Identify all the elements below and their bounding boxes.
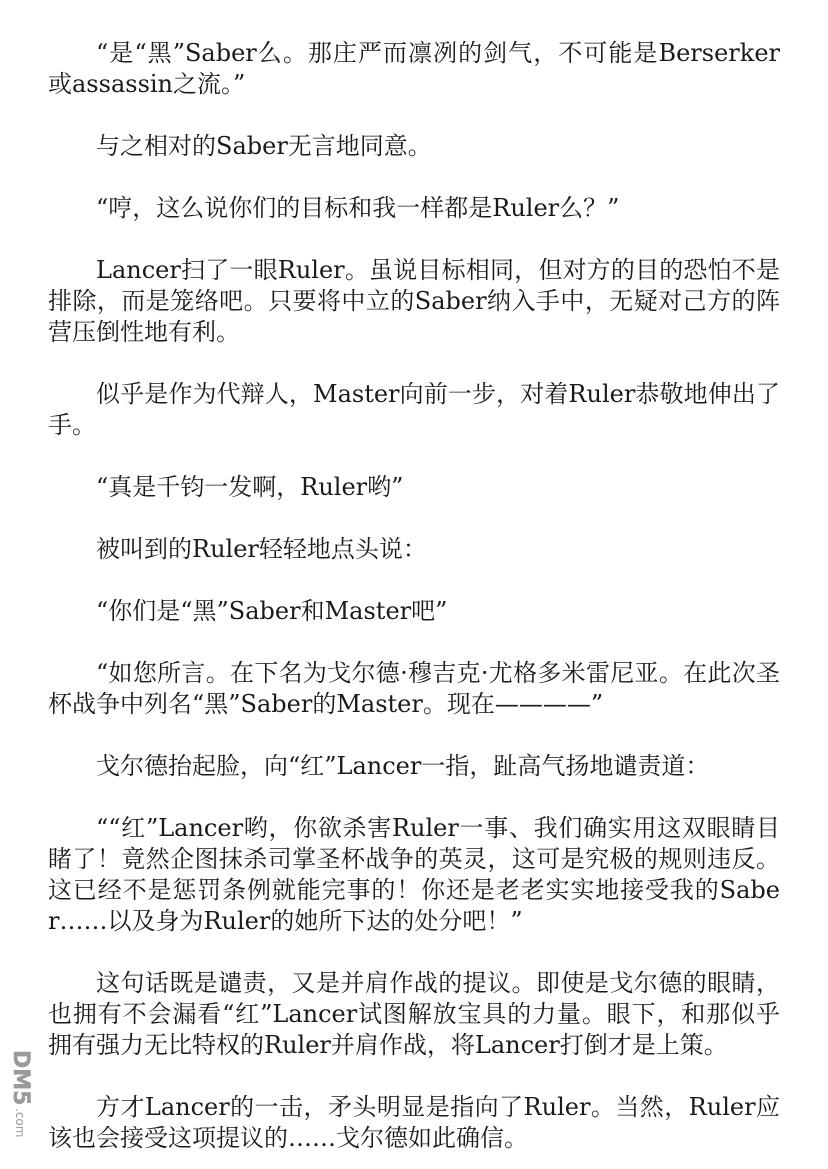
paragraph-10: 戈尔德抬起脸，向“红”Lancer一指，趾高气扬地谴责道： [96, 752, 710, 780]
paragraph-13: 方才Lancer的一击，矛头明显是指向了Ruler。当然，Ruler应该也会接受这项提议的……戈尔德如此确信。 [48, 1093, 780, 1152]
paragraph-1: “是“黑”Saber么。那庄严而凛冽的剑气，不可能是Berserker或assassin之流。” [48, 39, 780, 98]
svg-text:DM5: DM5 [8, 1050, 33, 1106]
paragraph-12: 这句话既是谴责，又是并肩作战的提议。即使是戈尔德的眼睛，也拥有不会漏看“红”Lancer试图解放宝具的力量。眼下，和那似乎拥有强力无比特权的Ruler并肩作战，将Lancer打倒才是上策。 [48, 969, 780, 1059]
paragraph-4: Lancer扫了一眼Ruler。虽说目标相同，但对方的目的恐怕不是排除，而是笼络吧。只要将中立的Saber纳入手中，无疑对己方的阵营压倒性地有利。 [48, 256, 780, 346]
paragraph-9: “如您所言。在下名为戈尔德·穆吉克·尤格多米雷尼亚。在此次圣杯战争中列名“黑”Saber的Master。现在————” [48, 659, 780, 718]
paragraph-7: 被叫到的Ruler轻轻地点头说： [96, 535, 427, 563]
paragraph-2: 与之相对的Saber无言地同意。 [96, 132, 432, 160]
body-text [48, 38, 780, 1154]
paragraph-3: “哼，这么说你们的目标和我一样都是Ruler么？” [96, 194, 620, 222]
site-watermark-logo [6, 1048, 40, 1160]
svg-text:.com: .com [13, 1108, 27, 1138]
paragraph-8: “你们是“黑”Saber和Master吧” [96, 597, 448, 625]
paragraph-5: 似乎是作为代辩人，Master向前一步，对着Ruler恭敬地伸出了手。 [48, 380, 780, 439]
paragraph-11: ““红”Lancer哟，你欲杀害Ruler一事、我们确实用这双眼睛目睹了！竟然企图抹杀司掌圣杯战争的英灵，这可是究极的规则违反。这已经不是惩罚条例就能完事的！你还是老老实实地接受我的Saber……以及身为Ruler的她所下达的处分吧！” [48, 814, 780, 935]
paragraph-6: “真是千钧一发啊，Ruler哟” [96, 473, 404, 501]
